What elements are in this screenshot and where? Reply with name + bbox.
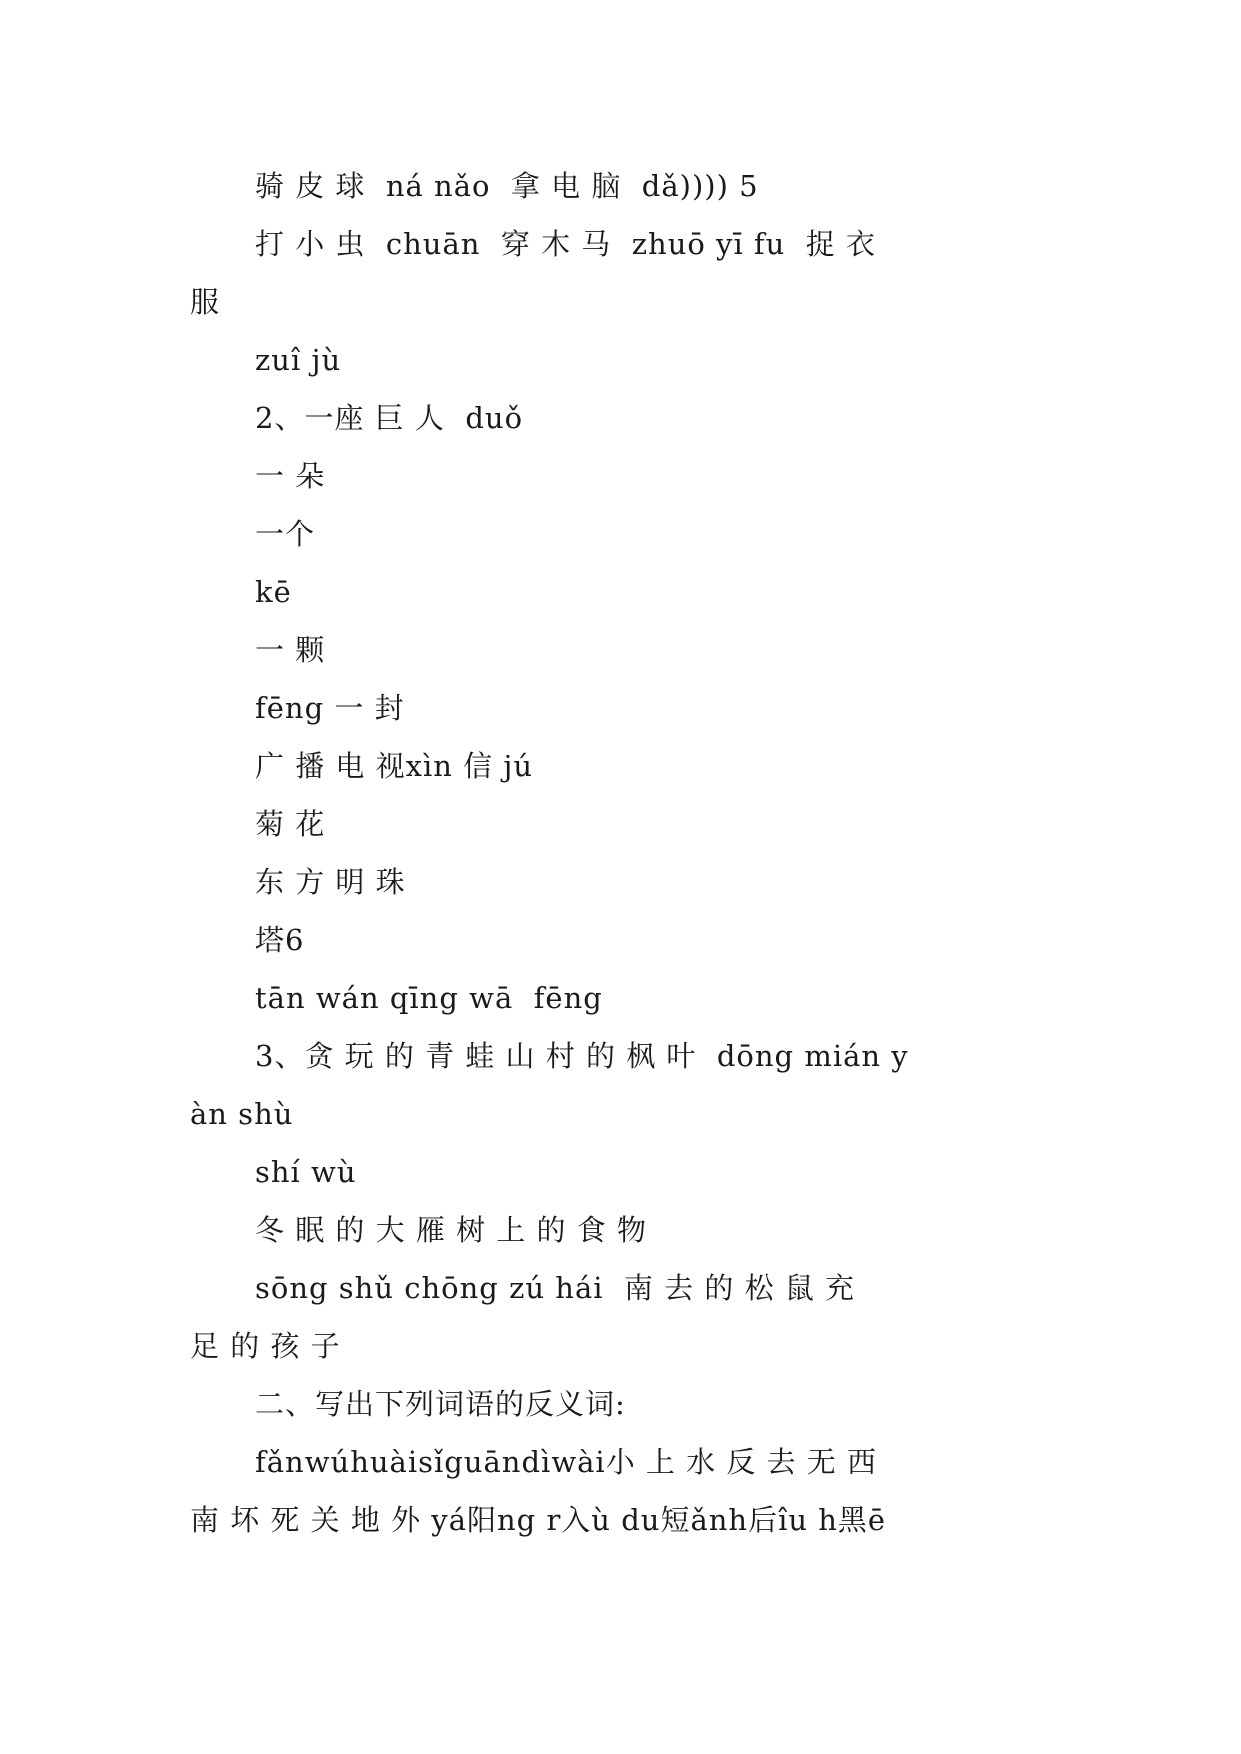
text-line-17: àn shù: [190, 1097, 294, 1131]
text-line-9: 一 颗: [255, 633, 326, 667]
text-line-5: 2、一座 巨 人 duǒ: [255, 401, 524, 435]
text-line-14: 塔6: [255, 923, 305, 957]
text-line-12: 菊 花: [255, 807, 326, 841]
text-line-11: 广 播 电 视xìn 信 jú: [255, 749, 534, 783]
text-line-22: 二、写出下列词语的反义词:: [255, 1387, 626, 1421]
text-line-19: 冬 眠 的 大 雁 树 上 的 食 物: [255, 1213, 647, 1247]
text-line-6: 一 朵: [255, 459, 326, 493]
text-line-7: 一个: [255, 517, 316, 551]
text-line-2: 打 小 虫 chuān 穿 木 马 zhuō yī fu 捉 衣: [255, 227, 876, 261]
text-line-1: 骑 皮 球 ná nǎo 拿 电 脑 dǎ)))) 5: [255, 169, 759, 203]
text-line-10: fēng 一 封: [255, 691, 405, 725]
text-line-3: 服: [190, 285, 221, 319]
text-line-8: kē: [255, 575, 292, 609]
text-line-13: 东 方 明 珠: [255, 865, 406, 899]
text-line-21: 足 的 孩 子: [190, 1329, 341, 1363]
text-line-18: shí wù: [255, 1155, 357, 1189]
text-line-4: zuî jù: [255, 343, 342, 377]
text-line-23: fǎnwúhuàisǐguāndìwài小 上 水 反 去 无 西: [255, 1445, 878, 1479]
text-line-24: 南 坏 死 关 地 外 yá阳ng r入ù du短ǎnh后îu h黑ē: [190, 1503, 887, 1537]
text-line-20: sōng shǔ chōng zú hái 南 去 的 松 鼠 充: [255, 1271, 856, 1305]
text-line-16: 3、贪 玩 的 青 蛙 山 村 的 枫 叶 dōng mián y: [255, 1039, 909, 1073]
text-line-15: tān wán qīng wā fēng: [255, 981, 603, 1015]
